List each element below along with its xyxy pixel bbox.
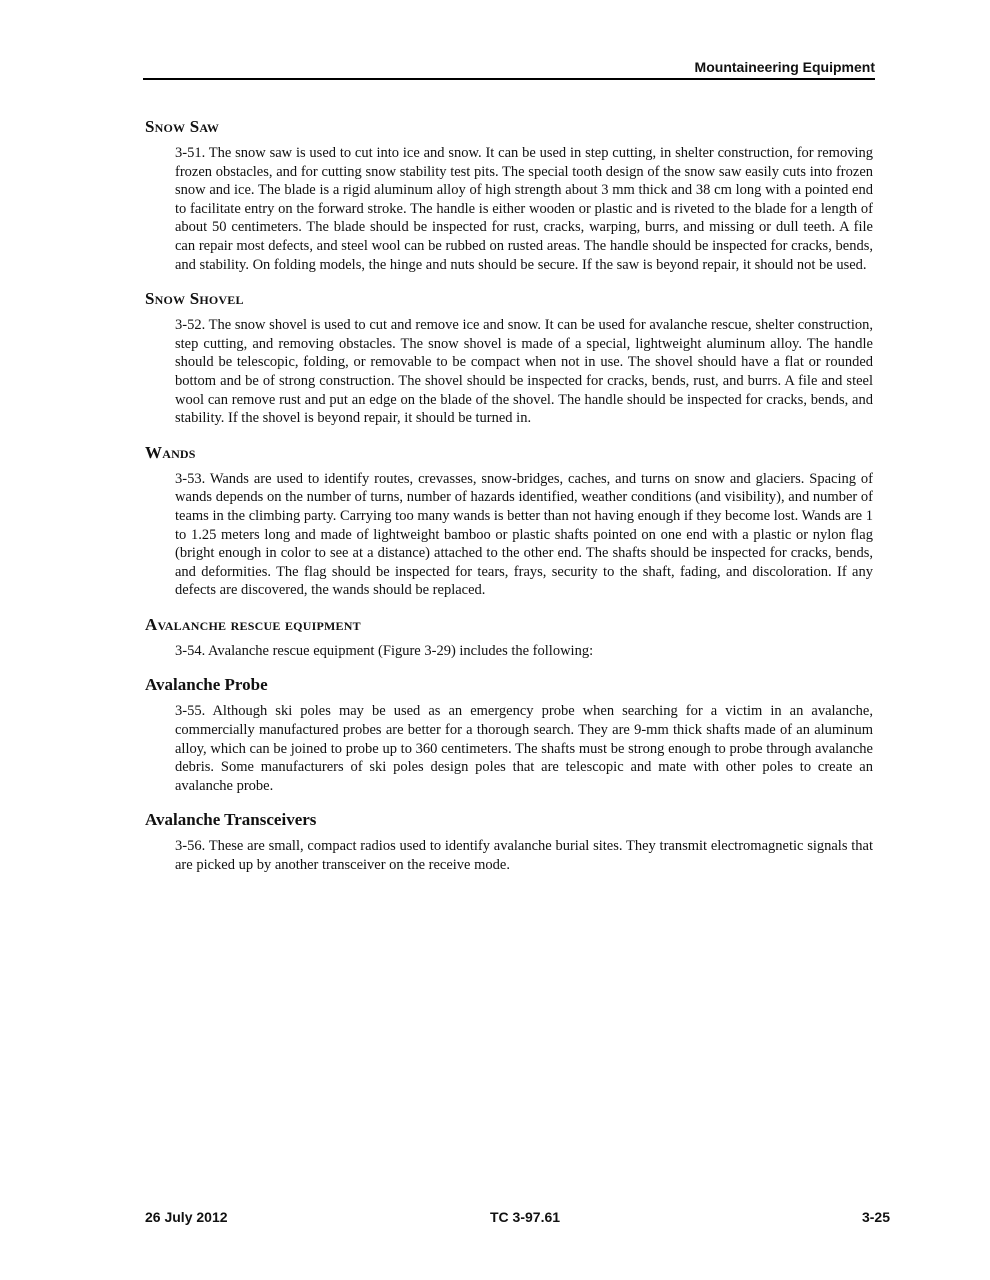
section-snow-shovel bbox=[145, 288, 873, 428]
footer-page-number: 3-25 bbox=[861, 1209, 890, 1225]
page-content bbox=[145, 116, 873, 875]
paragraph-3-53: 3-53. Wands are used to identify routes, crevasses, snow-bridges, caches, and turns on snow and glaciers. Spacing of wands depends on the number of turns, number of hazards identified, weather conditions (and visibility), and number of teams in the climbing party. Carrying too many wands is better than not having enough if they become lost. Wands are 1 to 1.25 meters long and made of lightweight bamboo or plastic shafts pointed on one end with a plastic or nylon flag (bright enough in color to see at a distance) attached to the other end. The shafts should be inspected for cracks, bends, and deformities. The flag should be inspected for tears, frays, security to the shaft, fading, and discoloration. If any defects are discovered, the wands should be replaced. bbox=[175, 470, 873, 599]
section-avalanche-rescue-equipment bbox=[145, 614, 873, 661]
subsection-heading: Avalanche Probe bbox=[145, 675, 268, 695]
section-heading: Wands bbox=[145, 442, 196, 462]
section-heading: Snow Saw bbox=[145, 117, 220, 136]
page-footer bbox=[145, 1208, 890, 1226]
paragraph-3-55: 3-55. Although ski poles may be used as an emergency probe when searching for a victim in an avalanche, commercially manufactured probes are better for a thorough search. They are 9-mm thick shafts made of an aluminum alloy, which can be joined to probe up to 360 centimeters. The shafts must be strong enough to probe through avalanche debris. Some manufacturers of ski poles design poles that are telescopic and mate with other poles to create an avalanche probe. bbox=[175, 703, 873, 794]
paragraph-3-56: 3-56. These are small, compact radios used to identify avalanche burial sites. They transmit electromagnetic signals that are picked up by another transceiver on the receive mode. bbox=[175, 838, 873, 874]
subsection-avalanche-transceivers bbox=[145, 809, 873, 874]
footer-document-number: TC 3-97.61 bbox=[490, 1209, 561, 1225]
footer-date: 26 July 2012 bbox=[145, 1209, 228, 1225]
subsection-avalanche-probe bbox=[145, 674, 873, 795]
paragraph-3-52: 3-52. The snow shovel is used to cut and remove ice and snow. It can be used for avalanche rescue, shelter construction, step cutting, and removing obstacles. The snow shovel is made of a special, lightweight aluminum alloy. The handle should be telescopic, folding, or removable to be compact when not in use. The shovel should have a flat or rounded bottom and be of strong construction. The shovel should be inspected for cracks, bends, rust, and burrs. A file and steel wool can remove rust and put an edge on the blade of the shovel. The handle should be inspected for cracks, bends, and stability. If the shovel is beyond repair, it should be turned in. bbox=[175, 317, 873, 427]
paragraph-3-54: 3-54. Avalanche rescue equipment (Figure 3-29) includes the following: bbox=[175, 642, 594, 659]
section-snow-saw bbox=[145, 116, 873, 274]
page-header bbox=[143, 58, 875, 80]
running-title: Mountaineering Equipment bbox=[694, 59, 875, 75]
section-heading: Avalanche rescue equipment bbox=[145, 614, 361, 634]
paragraph-3-51: 3-51. The snow saw is used to cut into ice and snow. It can be used in step cutting, in shelter construction, for removing frozen obstacles, and for cutting snow stability test pits. The special tooth design of the snow saw easily cuts into frozen snow and ice. The blade is a rigid aluminum alloy of high strength about 3 mm thick and 38 cm long with a pointed end to facilitate entry on the forward stroke. The handle is either wooden or plastic and is riveted to the blade for a length of about 50 centimeters. The blade should be inspected for rust, cracks, warping, burrs, and missing or dull teeth. A file can repair most defects, and steel wool can be rubbed on rusted areas. The handle should be inspected for cracks, bends, and stability. On folding models, the hinge and nuts should be secure. If the saw is beyond repair, it should not be used. bbox=[175, 145, 873, 273]
section-wands bbox=[145, 442, 873, 600]
section-heading: Snow Shovel bbox=[145, 289, 244, 309]
subsection-heading: Avalanche Transceivers bbox=[145, 810, 317, 830]
